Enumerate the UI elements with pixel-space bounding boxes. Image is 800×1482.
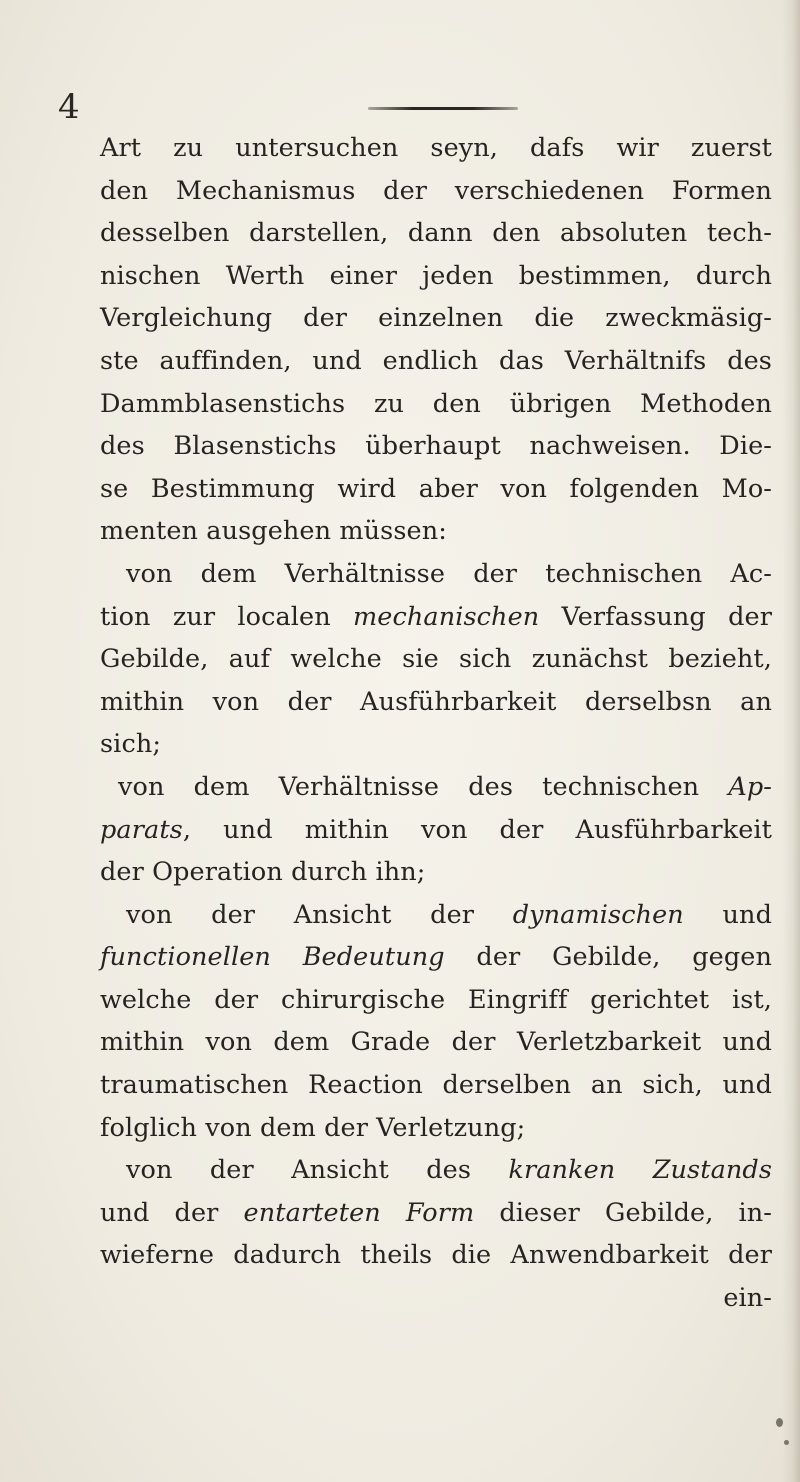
emphasis: parats (100, 814, 183, 845)
catchword: ein- (723, 1283, 772, 1314)
header-rule (368, 107, 518, 110)
ink-speck (784, 1440, 789, 1445)
text-line-17: parats, und mithin von der Ausführbarkeit (100, 814, 772, 845)
emphasis: entarteten Form (243, 1197, 475, 1228)
text-line-5: Vergleichung der einzelnen die zweckmäsig- (100, 303, 772, 334)
text-line-10: menten ausgehen müssen: (100, 516, 447, 547)
emphasis: Ap- (728, 771, 772, 802)
text-line-19: von der Ansicht der dynamischen und (126, 899, 772, 930)
text-line-27: wieferne dadurch theils die Anwendbarkeit der (100, 1240, 772, 1271)
text-line-8: des Blasenstichs überhaupt nachweisen. Die- (100, 431, 772, 462)
page-number: 4 (58, 87, 80, 127)
text-line-11: von dem Verhältnisse der technischen Ac- (126, 558, 772, 589)
text-line-6: ste auffinden, und endlich das Verhältnifs des (100, 345, 772, 376)
text-line-24: folglich von dem der Verletzung; (100, 1112, 526, 1143)
emphasis: mechanischen (353, 601, 540, 632)
text-line-23: traumatischen Reaction derselben an sich, und (100, 1070, 772, 1101)
emphasis: dynamischen (512, 899, 684, 930)
text-line-14: mithin von der Ausführbarkeit derselbsn an (100, 686, 772, 717)
text-line-20: functionellen Bedeutung der Gebilde, gegen (100, 942, 772, 973)
text-line-26: und der entarteten Form dieser Gebilde, in- (100, 1197, 772, 1228)
text-line-9: se Bestimmung wird aber von folgenden Mo- (100, 473, 772, 504)
text-line-21: welche der chirurgische Eingriff gerichtet ist, (100, 984, 772, 1015)
text-line-4: nischen Werth einer jeden bestimmen, durch (100, 260, 772, 291)
emphasis: kranken Zustands (508, 1155, 772, 1186)
text-line-3: desselben darstellen, dann den absoluten tech- (100, 218, 772, 249)
text-line-7: Dammblasenstichs zu den übrigen Methoden (100, 388, 772, 419)
body-text (100, 127, 772, 1320)
text-line-2: den Mechanismus der verschiedenen Formen (100, 175, 772, 206)
emphasis: functionellen Bedeutung (100, 942, 445, 973)
text-line-12: tion zur localen mechanischen Verfassung der (100, 601, 773, 632)
page-edge-shadow (782, 0, 800, 1482)
text-line-22: mithin von dem Grade der Verletzbarkeit und (100, 1027, 772, 1058)
ink-speck (776, 1418, 783, 1427)
text-line-25: von der Ansicht des kranken Zustands (126, 1155, 772, 1186)
text-line-18: der Operation durch ihn; (100, 857, 426, 888)
text-line-1: Art zu untersuchen seyn, dafs wir zuerst (100, 133, 772, 163)
text-line-15: sich; (100, 729, 162, 760)
text-line-16: von dem Verhältnisse des technischen Ap- (118, 771, 772, 802)
text-line-13: Gebilde, auf welche sie sich zunächst bezieht, (100, 644, 772, 675)
